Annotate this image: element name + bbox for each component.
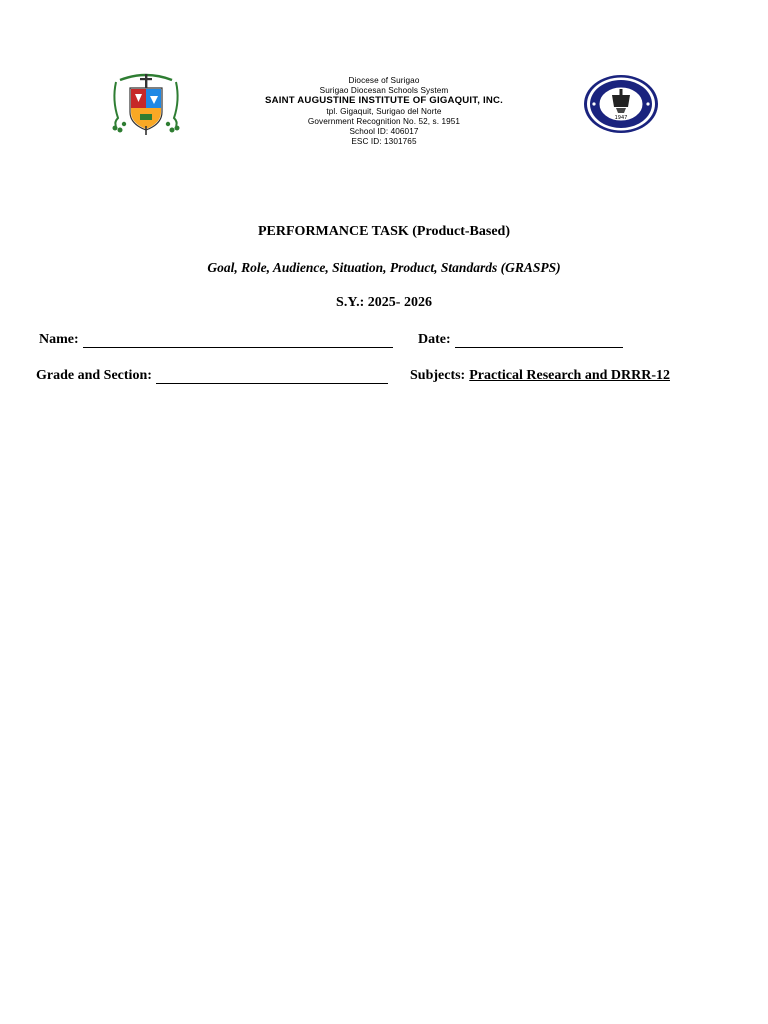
school-name: SAINT AUGUSTINE INSTITUTE OF GIGAQUIT, INC. bbox=[265, 95, 503, 107]
school-id: School ID: 406017 bbox=[349, 127, 419, 137]
name-blank-line[interactable] bbox=[83, 333, 393, 348]
school-year: S.Y.: 2025- 2026 bbox=[336, 295, 432, 310]
date-label: Date: bbox=[418, 332, 451, 347]
diocese-coat-of-arms-logo bbox=[110, 72, 182, 136]
document-title: PERFORMANCE TASK (Product-Based) bbox=[258, 224, 510, 239]
seal-year: 1947 bbox=[614, 115, 628, 121]
grade-section-field bbox=[36, 368, 388, 384]
name-label: Name: bbox=[39, 332, 79, 347]
letterhead bbox=[234, 76, 534, 147]
school-address: tpl. Gigaquit, Surigao del Norte bbox=[326, 106, 442, 116]
schools-system-line: Surigao Diocesan Schools System bbox=[319, 86, 449, 96]
document-subtitle: Goal, Role, Audience, Situation, Product, Standards (GRASPS) bbox=[207, 260, 561, 275]
grade-section-label: Grade and Section: bbox=[36, 368, 152, 383]
subjects-label: Subjects: bbox=[410, 368, 466, 383]
school-seal-logo bbox=[582, 73, 660, 135]
grade-section-blank-line[interactable] bbox=[156, 369, 388, 384]
name-field bbox=[39, 332, 393, 348]
subjects-field bbox=[410, 368, 670, 384]
date-blank-line[interactable] bbox=[455, 333, 623, 348]
esc-id: ESC ID: 1301765 bbox=[351, 137, 417, 147]
government-recognition: Government Recognition No. 52, s. 1951 bbox=[307, 116, 461, 126]
date-field bbox=[418, 332, 623, 348]
diocese-line: Diocese of Surigao bbox=[348, 76, 420, 85]
subjects-value: Practical Research and DRRR-12 bbox=[469, 368, 670, 383]
